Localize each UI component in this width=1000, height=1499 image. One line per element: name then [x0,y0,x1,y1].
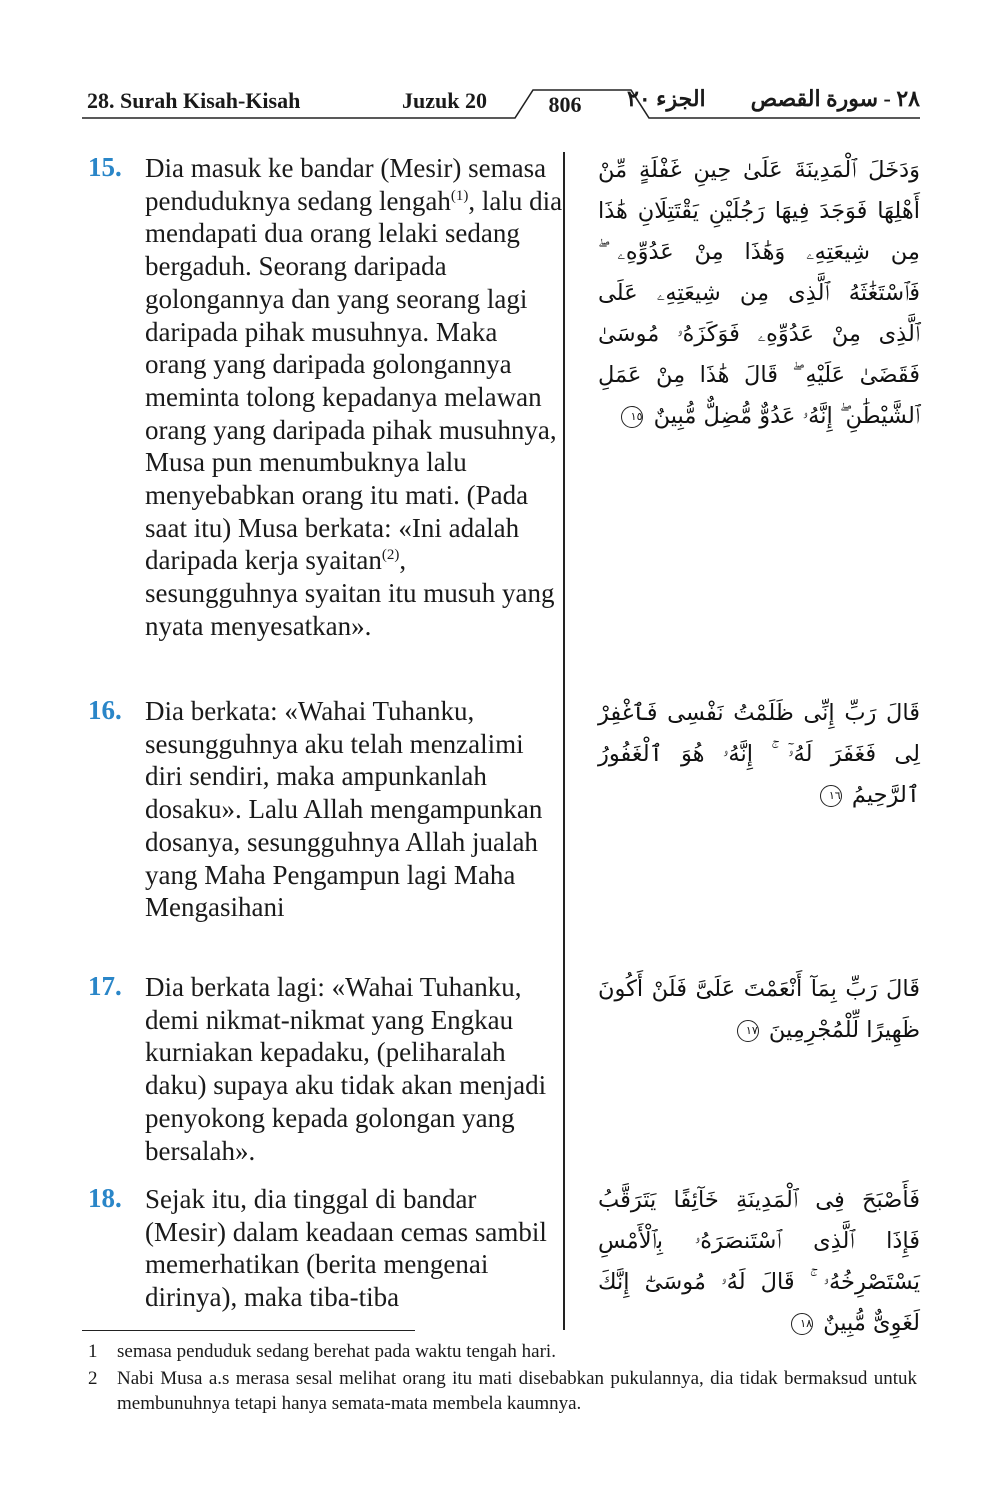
page-header [82,78,920,122]
surah-title-arabic: ٢٨ - سورة القصص [750,86,920,111]
footnote-ref: (2) [381,547,400,564]
verse-17-arabic: قَالَ رَبِّ بِمَآ أَنْعَمْتَ عَلَىَّ فَلَنْ أَكُونَ ظَهِيرًا لِّلْمُجْرِمِينَ ١٧ [598,976,920,1043]
surah-title-latin: 28. Surah Kisah-Kisah [87,88,301,113]
juz-label-latin: Juzuk 20 [402,88,487,113]
verse-end-mark: ١٦ [820,785,842,807]
verse-18-arabic: فَأَصْبَحَ فِى ٱلْمَدِينَةِ خَآئِفًا يَتَرَقَّبُ فَإِذَا ٱلَّذِى ٱسْتَنصَرَهُۥ بِٱلْأَمْسِ يَسْتَصْرِخُهُۥ ۚ قَالَ لَهُۥ مُوسَىٰٓ إِنَّكَ لَغَوِىٌّ مُّبِينٌ ١٨ [598,1187,920,1336]
footnote-text: Nabi Musa a.s merasa sesal melihat orang itu mati disebabkan pukulannya, dia tidak bermaksud untuk membunuhnya tetapi hanya semata-mata membela kaumnya. [117,1368,917,1414]
verse-number: 18. [88,1183,122,1213]
footnote-ref: (1) [450,187,469,204]
page-number: 806 [548,92,582,117]
verse-translation: Sejak itu, dia tinggal di bandar (Mesir) dalam keadaan cemas sambil memerhatikan (berita mengenai dirinya), maka tiba-tiba [145,1184,547,1313]
verse-number: 17. [88,971,122,1001]
verse-end-mark: ١٨ [791,1313,813,1335]
footnote-number: 1 [88,1341,98,1362]
verse-end-mark: ١٥ [621,406,643,428]
verse-translation: Dia berkata: «Wahai Tuhanku, sesungguhnya aku telah menzalimi diri sendiri, maka ampunkanlah dosaku». Lalu Allah mengampunkan dosanya, sesungguhnya Allah jualah yang Maha Pengampun lagi Maha Mengasihani [145,696,543,923]
verse-translation: Dia berkata lagi: «Wahai Tuhanku, demi nikmat-nikmat yang Engkau kurniakan kepadaku, (peliharalah daku) supaya aku tidak akan menjadi penyokong kepada golongan yang bersalah». [145,972,547,1166]
verse-number: 15. [88,152,122,182]
verse-number: 16. [88,695,122,725]
footnote-number: 2 [88,1368,98,1389]
footnote-rule [82,1330,415,1331]
verse-16-arabic: قَالَ رَبِّ إِنِّى ظَلَمْتُ نَفْسِى فَٱغْفِرْ لِى فَغَفَرَ لَهُۥٓ ۚ إِنَّهُۥ هُوَ ٱلْغَفُورُ ٱلرَّحِيمُ ١٦ [598,700,920,808]
verse-translation: Dia masuk ke bandar (Mesir) semasa penduduknya sedang lengah$^{(1)}$, lalu dia mendapati dua orang lelaki sedang bergaduh. Seorang daripada golongannya dan yang seorang lagi daripada pihak musuhnya. Maka orang yang daripada golongannya meminta tolong kepadanya melawan orang yang daripada pihak musuhnya, Musa pun menumbuknya lalu menyebabkan orang itu mati. (Pada saat itu) Musa berkata: «Ini adalah daripada kerja syaitan$^{(2)}$, sesungguhnya syaitan itu musuh yang nyata menyesatkan». [145,153,563,641]
column-divider [563,152,565,1330]
verse-end-mark: ١٧ [737,1020,759,1042]
verse-15-arabic: وَدَخَلَ ٱلْمَدِينَةَ عَلَىٰ حِينِ غَفْلَةٍ مِّنْ أَهْلِهَا فَوَجَدَ فِيهَا رَجُلَيْنِ يَقْتَتِلَانِ هَٰذَا مِن شِيعَتِهِۦ وَهَٰذَا مِنْ عَدُوِّهِۦ ۖ فَٱسْتَغَٰثَهُ ٱلَّذِى مِن شِيعَتِهِۦ عَلَى ٱلَّذِى مِنْ عَدُوِّهِۦ فَوَكَزَهُۥ مُوسَىٰ فَقَضَىٰ عَلَيْهِ ۖ قَالَ هَٰذَا مِنْ عَمَلِ ٱلشَّيْطَٰنِ ۖ إِنَّهُۥ عَدُوٌّ مُّضِلٌّ مُّبِينٌ ١٥ [598,157,920,429]
juz-label-arabic: الجزء ٢٠ [627,86,706,111]
footnote-text: semasa penduduk sedang berehat pada waktu tengah hari. [117,1341,556,1362]
